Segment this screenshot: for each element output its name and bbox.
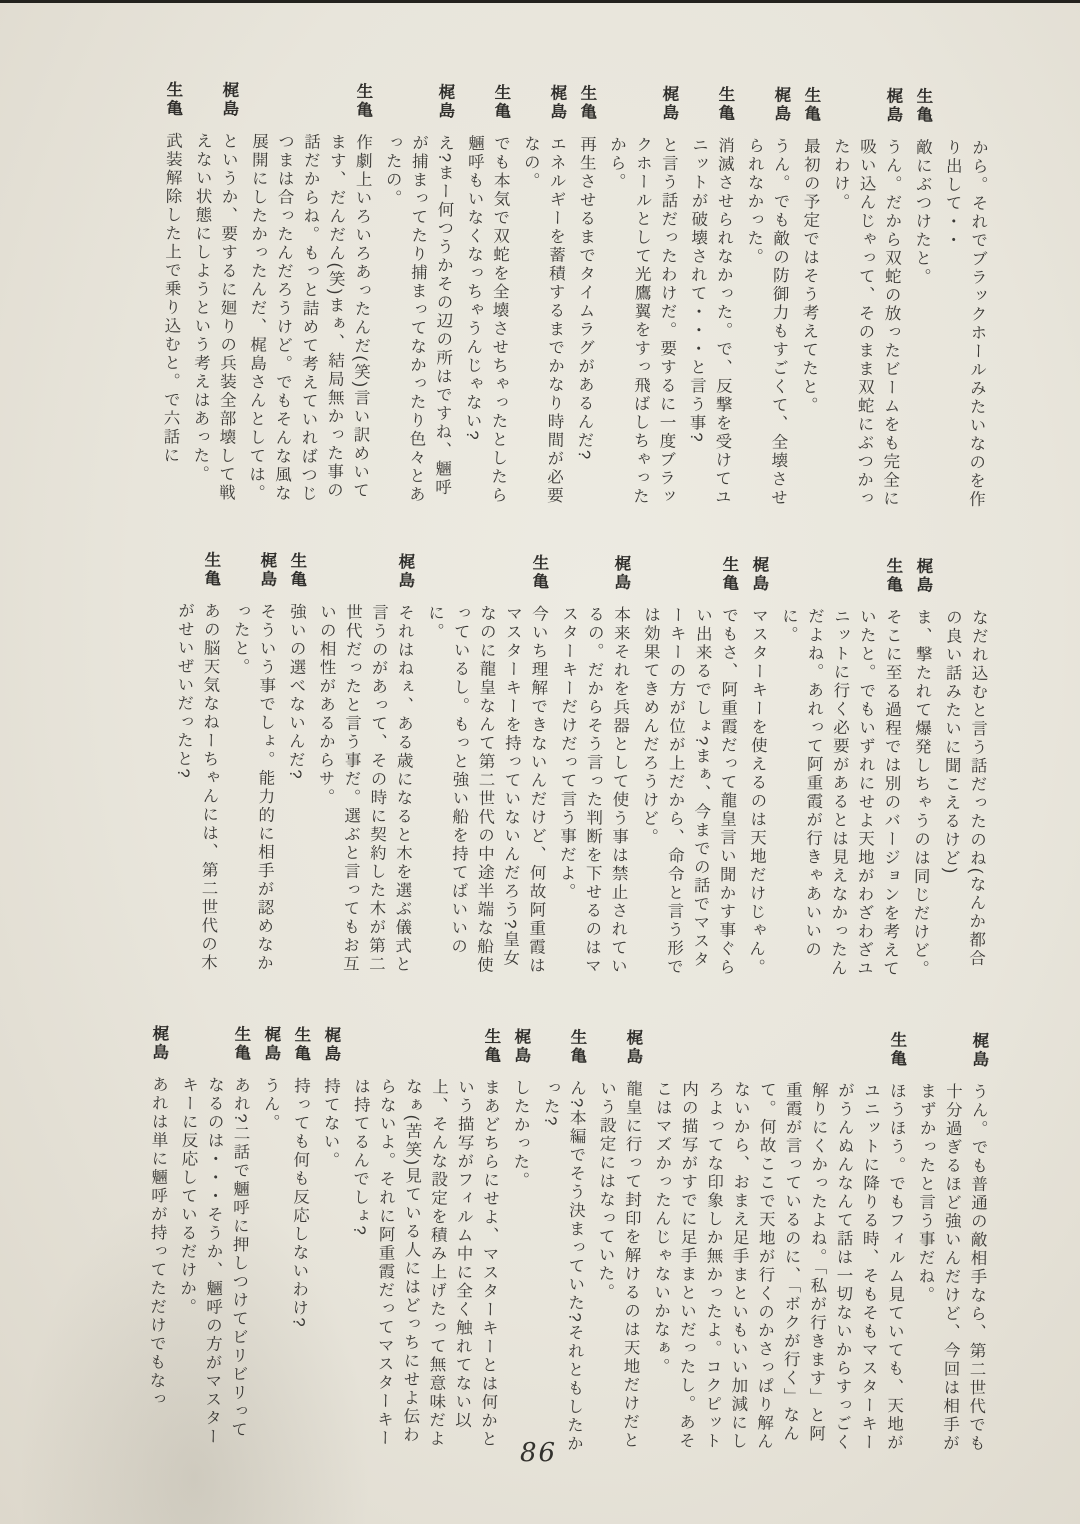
dialogue-entry [936,88,992,510]
dialogue-entry [504,1028,534,1458]
speaker-label: 生亀 [481,1027,501,1065]
utterance-text: うん。だから双蛇の放ったビームをも完全に吸い込んじゃって、そのまま双蛇にぶつかったわけ。 [830,137,902,509]
utterance-text: マスターキーを使えるのは天地だけじゃん。 [746,606,768,978]
speaker-label: 生亀 [287,551,307,590]
dialogue-entry [772,556,906,979]
dialogue-block-bottom [138,1025,992,1462]
speaker-label: 梶島 [321,1026,341,1064]
speaker-label: 生亀 [529,553,549,592]
utterance-text: ん?本編でそう決まっていた?それともしたかった? [541,1079,586,1454]
speaker-label: 生亀 [913,87,933,125]
speaker-label: 梶島 [749,555,769,594]
speaker-label: 梶島 [511,1027,531,1065]
utterance-text: あの脳天気なねーちゃんには、第二世代の木がせいぜいだったと? [174,601,220,973]
utterance-text: まあどちらにせよ、マスターキーとは何かという描写がフィルム中に全く触れてない以上、そんな設定を積み上げたって無意味だよなぁ(苦笑)見ている人にはどっちにせよ伝わらないよ。それに阿重霞だってマスターキーは持てるんでしょ? [350,1077,500,1449]
utterance-text: 武装解除した上で乗り込むと。で六話に [160,131,182,465]
dialogue-entry [242,81,376,504]
dialogue-entry [314,1026,344,1456]
utterance-text: 強いの選べないんだ? [286,602,306,781]
speaker-label: 梶島 [883,87,903,125]
dialogue-entry [254,1026,284,1456]
speaker-label: 梶島 [435,83,455,121]
utterance-text: うん。でも普通の敵相手なら、第二世代でも十分過ぎるほど強いんだけど、今回は相手がまずかったと言う事だね。 [915,1082,988,1453]
dialogue-entry [742,556,772,978]
speaker-label: 生亀 [715,85,735,123]
utterance-text: 作劇上いろいろあったんだ(笑)言い訳めいてます、だんだん(笑)まぁ、結局無かった事の話だからね。もっと詰めて考えていればつじつまは合ったんだろうけど。でもそんな風な展開にしたかったんだ、梶島さんとしては。 [246,132,372,504]
speaker-label: 生亀 [163,80,183,118]
speaker-label: 生亀 [567,1028,587,1066]
speaker-label: 梶島 [913,557,933,595]
utterance-text: なだれ込むと言う話だったのね(なんか都合の良い話みたいに聞こえるけど) [941,608,988,968]
utterance-text: うん。でも敵の防御力もすごくて、全壊させられなかった。 [744,136,790,508]
speaker-label: 生亀 [887,1031,907,1069]
dialogue-entry [570,84,600,506]
utterance-text: したかった。 [510,1078,530,1190]
utterance-text: 龍皇に行って封印を解けるのは天地だけだという設定にはなっていた。 [595,1079,642,1450]
utterance-text: 最初の予定ではそう考えてたと。 [799,137,820,416]
utterance-text: そういう事でしょ。能力的に相手が認めなかったと。 [230,602,276,973]
dialogue-entry [418,553,552,976]
dialogue-entry [936,558,992,980]
utterance-text: それはねぇ、ある歳になると木を選ぶ儀式と言うのがあって、その時に契約した木が第二世代だったと言う事だ。選ぶと言ってもお互いの相性があるからサ。 [315,603,414,974]
dialogue-entry [600,85,682,508]
page-number: 86 [520,1438,558,1468]
speaker-label: 梶島 [395,552,415,590]
speaker-label: 梶島 [659,85,679,123]
utterance-text: 再生させるまでタイムラグがあるんだ? [574,135,596,462]
utterance-text: から。それでブラックホールみたいなのを作り出して・・ [942,138,988,509]
utterance-text: そこに至る過程では別のバージョンを考えていたと。でもいずれにせよ天地がわざわざユニットに行く必要があるとは見えなかったんだよね。あれって阿重霞が行きゃあいいのに。 [779,607,902,979]
speaker-label: 梶島 [257,551,277,589]
speaker-label: 生亀 [801,86,821,124]
speaker-label: 梶島 [219,81,239,119]
dialogue-entry [682,85,738,507]
dialogue-entry [646,1029,910,1461]
speaker-label: 生亀 [719,555,739,593]
utterance-text: 今いち理解できないんだけど、何故阿重霞はマスターキーを持っていないんだろう?皇女なのに龍皇なんて第二世代の中途半端な船使っているし。もっと強い船を持てばいいのに。 [425,604,548,976]
speaker-label: 梶島 [623,1028,643,1066]
dialogue-entry [376,83,458,506]
utterance-text: と言う話だったわけだ。要するに一度ブラックホールとして光鷹翼をすっ飛ばしちゃったから。 [607,135,678,507]
dialogue-entry [906,87,936,509]
dialogue-entry [794,86,824,508]
utterance-text: でも本気で双蛇を全壊させちゃったとしたら魎呼もいなくなっちゃうんじゃない? [462,134,510,505]
utterance-text: 敵にぶつけたと。 [912,138,932,287]
utterance-text: あれは単に魎呼が持ってただけでもなっ [146,1075,168,1409]
dialogue-entry [458,83,514,505]
dialogue-entry [224,551,280,973]
utterance-text: 持っても何も反応しないわけ? [289,1076,310,1329]
dialogue-block-middle [164,551,992,980]
speaker-label: 梶島 [611,554,631,592]
dialogue-entry [552,554,634,977]
utterance-text: え?まー何つうかその辺の所はですね、魎呼が捕まってたり捕まってなかったり色々とあったの。 [382,133,454,505]
dialogue-entry [344,1026,504,1457]
scan-edge [0,0,1080,3]
dialogue-entry [310,552,418,975]
speaker-label: 梶島 [969,1031,989,1069]
dialogue-entry [534,1028,590,1458]
speaker-label: 生亀 [491,83,511,121]
speaker-label: 生亀 [883,557,903,595]
speaker-label: 生亀 [231,1025,251,1063]
utterance-text: 持てない。 [320,1077,340,1170]
utterance-text: ま、撃たれて爆発しちゃうのは同じだけど。 [910,608,932,979]
dialogue-entry [824,87,906,510]
dialogue-entry [514,84,570,506]
speaker-label: 生亀 [577,84,597,122]
dialogue-entry [634,555,742,978]
speaker-label: 梶島 [547,84,567,122]
dialogue-entry [186,81,242,503]
utterance-text: ほうほう。でもフィルム見ていても、天地がユニットに降りる時、そもそもマスターキーがうんぬんなんて話は一切ないからすっごく解りにくかったよね。「私が行きます」と阿重霞が言っているのに、「ボクが行く」なんて。何故ここで天地が行くのかさっぱり解んないから、おまえ足手まといもいい加減にしろよってな印象しか無かったよ。コクピット内の描写がすでに足手まといだったし。あそこはマズかったんじゃないかなぁ。 [650,1080,906,1453]
speaker-label: 梶島 [261,1025,281,1063]
utterance-text: でもさ、阿重霞だって龍皇言い聞かす事ぐらい出来るでしょ?まぁ、今までの話でマスターキーの方が位が上だから、命令と言う形では効果てきめんだろうけど。 [639,605,738,977]
dialogue-entry [156,81,186,503]
utterance-text: うん。 [261,1076,280,1133]
utterance-text: というか、要するに廻りの兵装全部壊して戦えない状態にしようという考えはあった。 [190,132,238,503]
speaker-label: 梶島 [149,1024,169,1062]
speaker-label: 生亀 [201,551,221,589]
dialogue-entry [172,1025,254,1456]
speaker-label: 梶島 [771,86,791,124]
dialogue-entry [910,1031,992,1462]
speaker-label: 生亀 [353,82,373,120]
dialogue-entry [280,552,310,974]
dialogue-block-top [152,81,992,510]
utterance-text: 消滅させられなかった。で、反撃を受けてユニットが破壊されて・・・と言う事? [686,136,734,507]
dialogue-entry [284,1026,314,1456]
dialogue-entry [738,86,794,508]
dialogue-entry [168,551,224,973]
utterance-text: あれ?二話で魎呼に押しつけてビリビリってなるのは・・・そうか、魎呼の方がマスターキーに反応しているだけか。 [177,1075,250,1447]
utterance-text: エネルギーを蓄積するまでかなり時間が必要なの。 [521,134,566,506]
dialogue-entry [142,1025,172,1455]
utterance-text: 本来それを兵器として使う事は禁止されているの。だからそう言った判断を下せるのはマスターキーだけだって言う事だよ。 [556,605,630,976]
dialogue-entry [590,1029,646,1459]
dialogue-entry [906,557,936,979]
speaker-label: 生亀 [291,1025,311,1064]
